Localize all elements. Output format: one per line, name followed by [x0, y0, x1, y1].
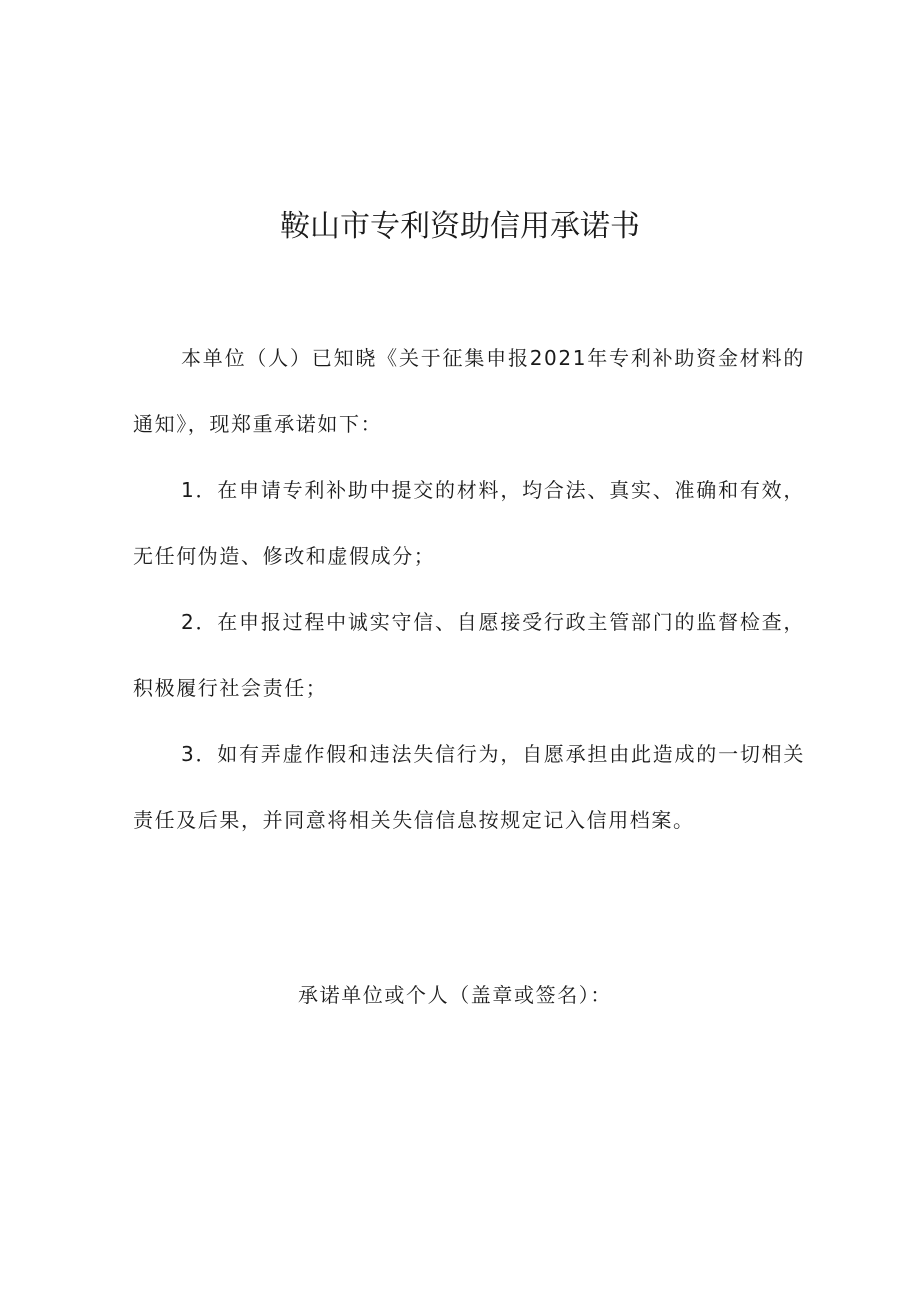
commitment-item-2: 2．在申报过程中诚实守信、自愿接受行政主管部门的监督检查，积极履行社会责任；: [133, 610, 805, 700]
commitment-item-3: 3．如有弄虚作假和违法失信行为，自愿承担由此造成的一切相关责任及后果，并同意将相关失信信息按规定记入信用档案。: [133, 742, 805, 832]
document-title: 鞍山市专利资助信用承诺书: [280, 209, 640, 244]
signature-label: 承诺单位或个人（盖章或签名）：: [298, 983, 612, 1007]
commitment-item-1: 1．在申请专利补助中提交的材料，均合法、真实、准确和有效，无任何伪造、修改和虚假成分；: [133, 478, 805, 568]
document-body: [133, 325, 805, 853]
intro-paragraph: 本单位（人）已知晓《关于征集申报2021年专利补助资金材料的通知》，现郑重承诺如下：: [133, 346, 805, 436]
